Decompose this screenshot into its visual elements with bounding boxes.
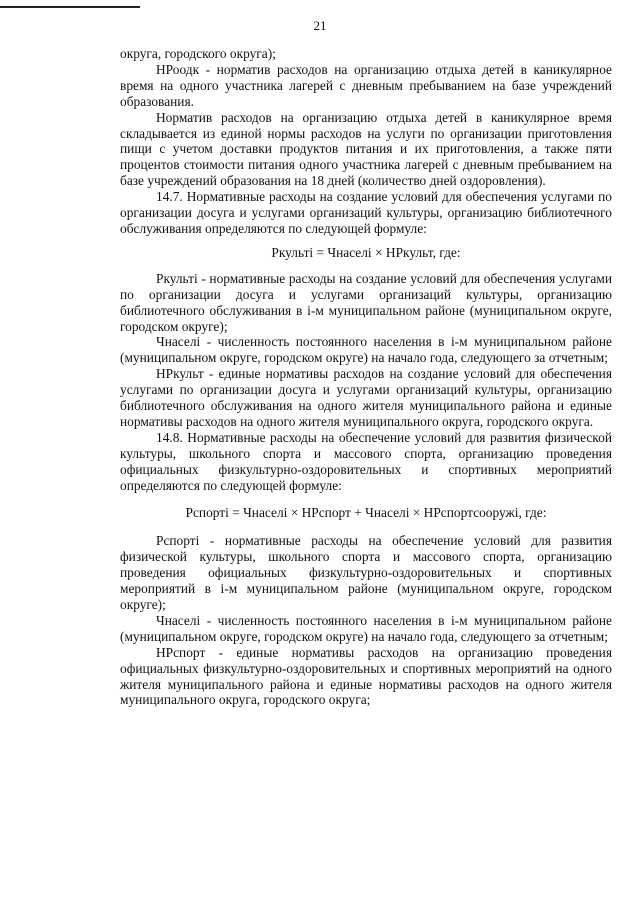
- paragraph: Ркультi - нормативные расходы на создание условий для обеспечения услугами по организации досуга и услугами организаций культуры, организацию библиотечного обслуживания в i-м муниципальном районе (муниципальном округе, городском округе);: [120, 270, 612, 334]
- document-body: [120, 46, 612, 708]
- paragraph: НРоодк - норматив расходов на организацию отдыха детей в каникулярное время на одного участника лагерей с дневным пребыванием на базе учреждений образования.: [120, 61, 612, 109]
- paragraph: 14.8. Нормативные расходы на обеспечение условий для развития физической культуры, школьного спорта и массового спорта, организацию проведения официальных физкультурно-оздоровительных и спортивных мероприятий определяются по следующей формуле:: [120, 429, 612, 493]
- paragraph: округа, городского округа);: [120, 46, 276, 61]
- paragraph: НРкульт - единые нормативы расходов на создание условий для обеспечения услугами по организации досуга и услугами организаций культуры, организацию библиотечного обслуживания на одного жителя муниципального района и единые нормативы расходов на одного жителя муниципального округа, городского округа.: [120, 366, 612, 429]
- paragraph: НРспорт - единые нормативы расходов на организацию проведения официальных физкультурно-оздоровительных и спортивных мероприятий на одного жителя муниципального района и единые нормативы расходов на одного жителя муниципального округа, городского округа;: [120, 644, 612, 708]
- paragraph: 14.7. Нормативные расходы на создание условий для обеспечения услугами по организации досуга и услугами организаций культуры, организацию библиотечного обслуживания определяются по следующей формуле:: [120, 189, 612, 236]
- paragraph: Норматив расходов на организацию отдыха детей в каникулярное время складывается из единой нормы расходов на услуги по организации приготовления пищи с учетом доставки продуктов питания и их приготовления, а также пяти процентов стоимости питания одного участника лагерей с дневным пребыванием на базе учреждений образования на 18 дней (количество дней оздоровления).: [120, 109, 612, 189]
- paragraph: Рспортi - нормативные расходы на обеспечение условий для развития физической культуры, школьного спорта и массового спорта, организацию проведения официальных физкультурно-оздоровительных и спортивных мероприятий в i-м муниципальном районе (муниципальном округе, городском округе);: [120, 533, 612, 612]
- header-rule: [0, 6, 140, 8]
- paragraph: Чнаселi - численность постоянного населения в i-м муниципальном районе (муниципальном округе, городском округе) на начало года, следующего за отчетным;: [120, 334, 612, 366]
- formula-line: Ркультi = Чнаселi × НРкульт, где:: [271, 244, 461, 260]
- paragraph: Чнаселi - численность постоянного населения в i-м муниципальном районе (муниципальном округе, городском округе) на начало года, следующего за отчетным;: [120, 612, 612, 644]
- formula-line: Рспортi = Чнаселi × НРспорт + Чнаселi × НРспортсооружi, где:: [185, 505, 547, 521]
- page-number: 21: [313, 18, 327, 33]
